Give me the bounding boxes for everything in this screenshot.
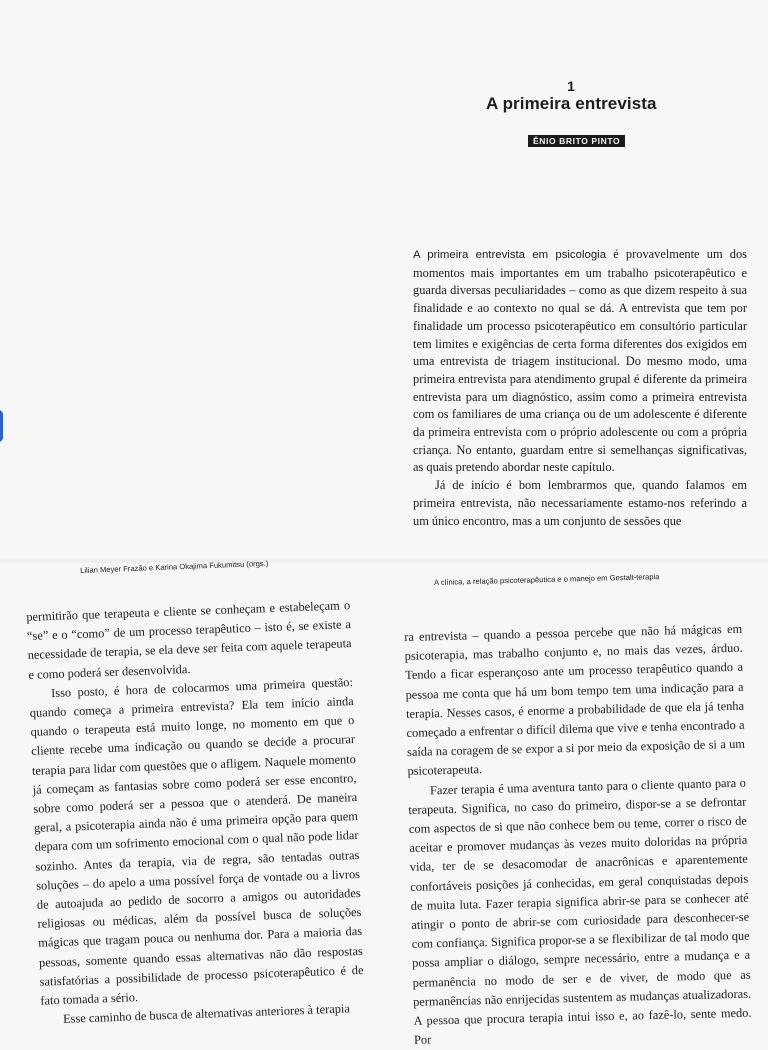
upper-paragraph-1-rest: é provavelmente um dos momentos mais importantes em um trabalho psicoterapêutico e guarda diversas peculiaridades – como as que dizem respeito à sua finalidade e ao contexto no qual se dá. A entrevista que tem por finalidade um processo psicoterapêutico em consultório particular tem limites e exigências de certa forma diferentes dos exigidos em uma entrevista de triagem institucional. Do mesmo modo, uma primeira entrevista para atendimento grupal é diferente da primeira entrevista para um diagnóstico, assim como a primeira entrevista com os familiares de uma criança ou de um adolescente é diferente da primeira entrevista com o próprio adolescente ou com a própria criança. No entanto, guardam entre si semelhanças significativas, as quais pretendo abordar neste capítulo.: [413, 247, 747, 475]
upper-page-body: [413, 246, 747, 530]
left-paragraph-2: Isso posto, é hora de colocarmos uma primeira questão: quando começa a primeira entrevista? Ela tem início ainda quando o terapeuta está muito longe, no momento em que o cliente recebe uma indicação ou quando se decide a procurar terapia para lidar com questões que o afligem. Naquele momento já começam as fantasias sobre como poderá ser esse encontro, sobre como poderá ser a pessoa que o atenderá. De maneira geral, a psicoterapia ainda não é uma primeira opção para quem depara com um sofrimento emocional com o qual não pode lidar sozinho. Antes da terapia, via de regra, são tentadas outras soluções – do apelo a uma possível força de vontade ou a livros de autoajuda ao pedido de socorro a amigos ou autoridades religiosas ou médicas, além da possível busca de soluções mágicas que tragam pouca ou nenhuma dor. Para a maioria das pessoas, somente quando essas alternativas não dão respostas satisfatórias a possibilidade de processo psicoterapêutico é de fato tomada a sério.: [29, 674, 364, 1008]
lower-left-page-body: [26, 596, 365, 1030]
footer-right: A clínica, a relação psicoterapêutica e o manejo em Gestalt-terapia: [434, 572, 660, 587]
bookmark-tab: [0, 410, 3, 442]
chapter-author: ÊNIO BRITO PINTO: [528, 135, 625, 147]
upper-paragraph-1: [413, 246, 747, 477]
left-paragraph-3: Esse caminho de busca de alternativas anteriores à terapia: [62, 1001, 351, 1027]
upper-paragraph-2: Já de início é bom lembrarmos que, quando falamos em primeira entrevista, não necessariamente estamo-nos referindo a um único encontro, mas a um conjunto de sessões que: [413, 478, 747, 528]
right-paragraph-1: ra entrevista – quando a pessoa percebe que não há mágicas em psicoterapia, mas trabalho conjunto e, no mais das vezes, árduo. Tendo a ficar esperançoso ante um processo terapêutico quando a pessoa me conta que há um bom tempo tem uma indicação para a terapia. Nesses casos, é enorme a probabilidade de que ela já tenha começado a enfrentar o difícil dilema que vive e tenha encontrado a saída na coragem de se expor a si por meio da exposição de si a um psicoterapeuta.: [404, 621, 746, 779]
lower-right-page-body: [404, 620, 752, 1050]
chapter-number: 1: [567, 78, 575, 94]
left-paragraph-1: permitirão que terapeuta e cliente se conheçam e estabeleçam o “se” e o “como” de um processo terapêutico – isto é, se existe a necessidade de terapia, se ela deve ser feita com aquele terapeuta e como poderá ser desenvolvida.: [26, 598, 352, 682]
page-fold: [0, 558, 768, 564]
chapter-title: A primeira entrevista: [486, 94, 657, 113]
intro-first-words: A primeira entrevista em psicologia: [413, 249, 607, 261]
right-paragraph-2: Fazer terapia é uma aventura tanto para o cliente quanto para o terapeuta. Significa, no caso do primeiro, dispor-se a se defrontar com aspectos de si que não conhece bem ou teme, correr o risco de aceitar e promover mudanças às vezes muito doloridas na própria vida, ter de se desacomodar de anacrônicas e aparentemente confortáveis posições já conhecidas, em geral conquistadas depois de muita luta. Fazer terapia significa abrir-se para se conhecer até atingir o ponto de abrir-se com curiosidade para desconhecer-se com confiança. Significa propor-se a se flexibilizar de tal modo que possa ampliar o diálogo, sempre necessário, entre a mudança e a permanência no modo de ser e de viver, de modo que as permanências não enrijecidas sustentem as mudanças atualizadoras. A pessoa que procura terapia intui isso e, ao fazê-lo, sente medo. Por: [408, 775, 752, 1048]
footer-left: Lilian Meyer Frazão e Karina Okajima Fukumitsu (orgs.): [80, 558, 269, 575]
